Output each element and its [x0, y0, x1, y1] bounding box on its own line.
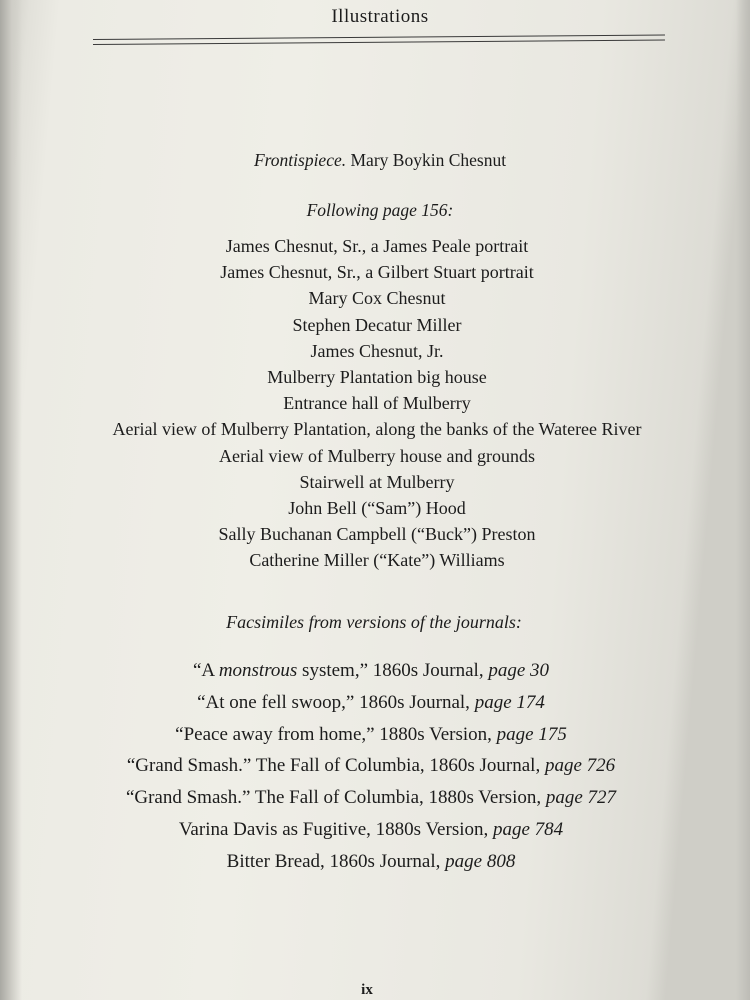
list-item: Entrance hall of Mulberry [283, 393, 471, 414]
header-rule-bottom [93, 40, 665, 45]
list-item [0, 750, 742, 782]
facsimile-emphasis: monstrous [218, 660, 298, 681]
page-number: ix [361, 982, 373, 998]
frontispiece-label: Frontispiece. [253, 150, 347, 170]
facsimile-title-rest: system,” 1860s Journal, [297, 660, 489, 681]
list-item: John Bell (“Sam”) Hood [288, 497, 466, 518]
list-item: Aerial view of Mulberry house and grounds [219, 445, 535, 466]
facsimile-title: “Peace away from home,” 1880s Version, [175, 723, 497, 745]
portraits-list [0, 233, 750, 573]
facsimile-title: Varina Davis as Fugitive, 1880s Version, [178, 818, 493, 840]
list-item [0, 655, 742, 687]
list-item [0, 687, 742, 719]
list-item: James Chesnut, Jr. [310, 340, 444, 361]
frontispiece-subject: Mary Boykin Chesnut [350, 150, 507, 170]
list-item: Catherine Miller (“Kate”) Williams [249, 550, 505, 571]
facsimile-page: page 174 [474, 691, 545, 713]
facsimile-page: page 727 [545, 787, 617, 809]
facsimile-title: “At one fell swoop,” 1860s Journal, [197, 691, 475, 713]
header-rule-top [93, 35, 665, 40]
list-item: Aerial view of Mulberry Plantation, along the banks of the Wateree River [112, 419, 642, 440]
facsimile-page: page 175 [496, 723, 567, 745]
facsimile-title: “Grand Smash.” The Fall of Columbia, 1880s Version, [125, 787, 546, 809]
facsimiles-heading: Facsimiles from versions of the journals: [226, 612, 522, 632]
list-item: Sally Buchanan Campbell (“Buck”) Preston [218, 524, 536, 545]
list-item [0, 814, 742, 846]
facsimile-page: page 726 [544, 755, 616, 777]
portraits-heading: Following page 156: [306, 200, 454, 220]
facsimile-page: page 808 [445, 850, 516, 872]
frontispiece-line [0, 150, 750, 171]
list-item: James Chesnut, Sr., a James Peale portrait [225, 236, 529, 256]
list-item: Mulberry Plantation big house [267, 366, 487, 387]
facsimile-page: page 784 [493, 818, 564, 840]
facsimile-title: Bitter Bread, 1860s Journal, [226, 850, 446, 872]
list-item: Mary Cox Chesnut [308, 288, 446, 309]
list-item: Stephen Decatur Miller [292, 314, 462, 335]
list-item: Stairwell at Mulberry [299, 471, 455, 492]
list-item [0, 719, 742, 751]
list-item [0, 846, 742, 878]
list-item: James Chesnut, Sr., a Gilbert Stuart portrait [220, 262, 534, 283]
facsimile-title: “A [192, 660, 219, 681]
list-item [0, 782, 742, 814]
facsimile-page: page 30 [488, 660, 550, 681]
facsimile-title: “Grand Smash.” The Fall of Columbia, 1860s Journal, [126, 755, 545, 777]
facsimiles-list [0, 655, 742, 878]
running-head: Illustrations [331, 6, 429, 27]
